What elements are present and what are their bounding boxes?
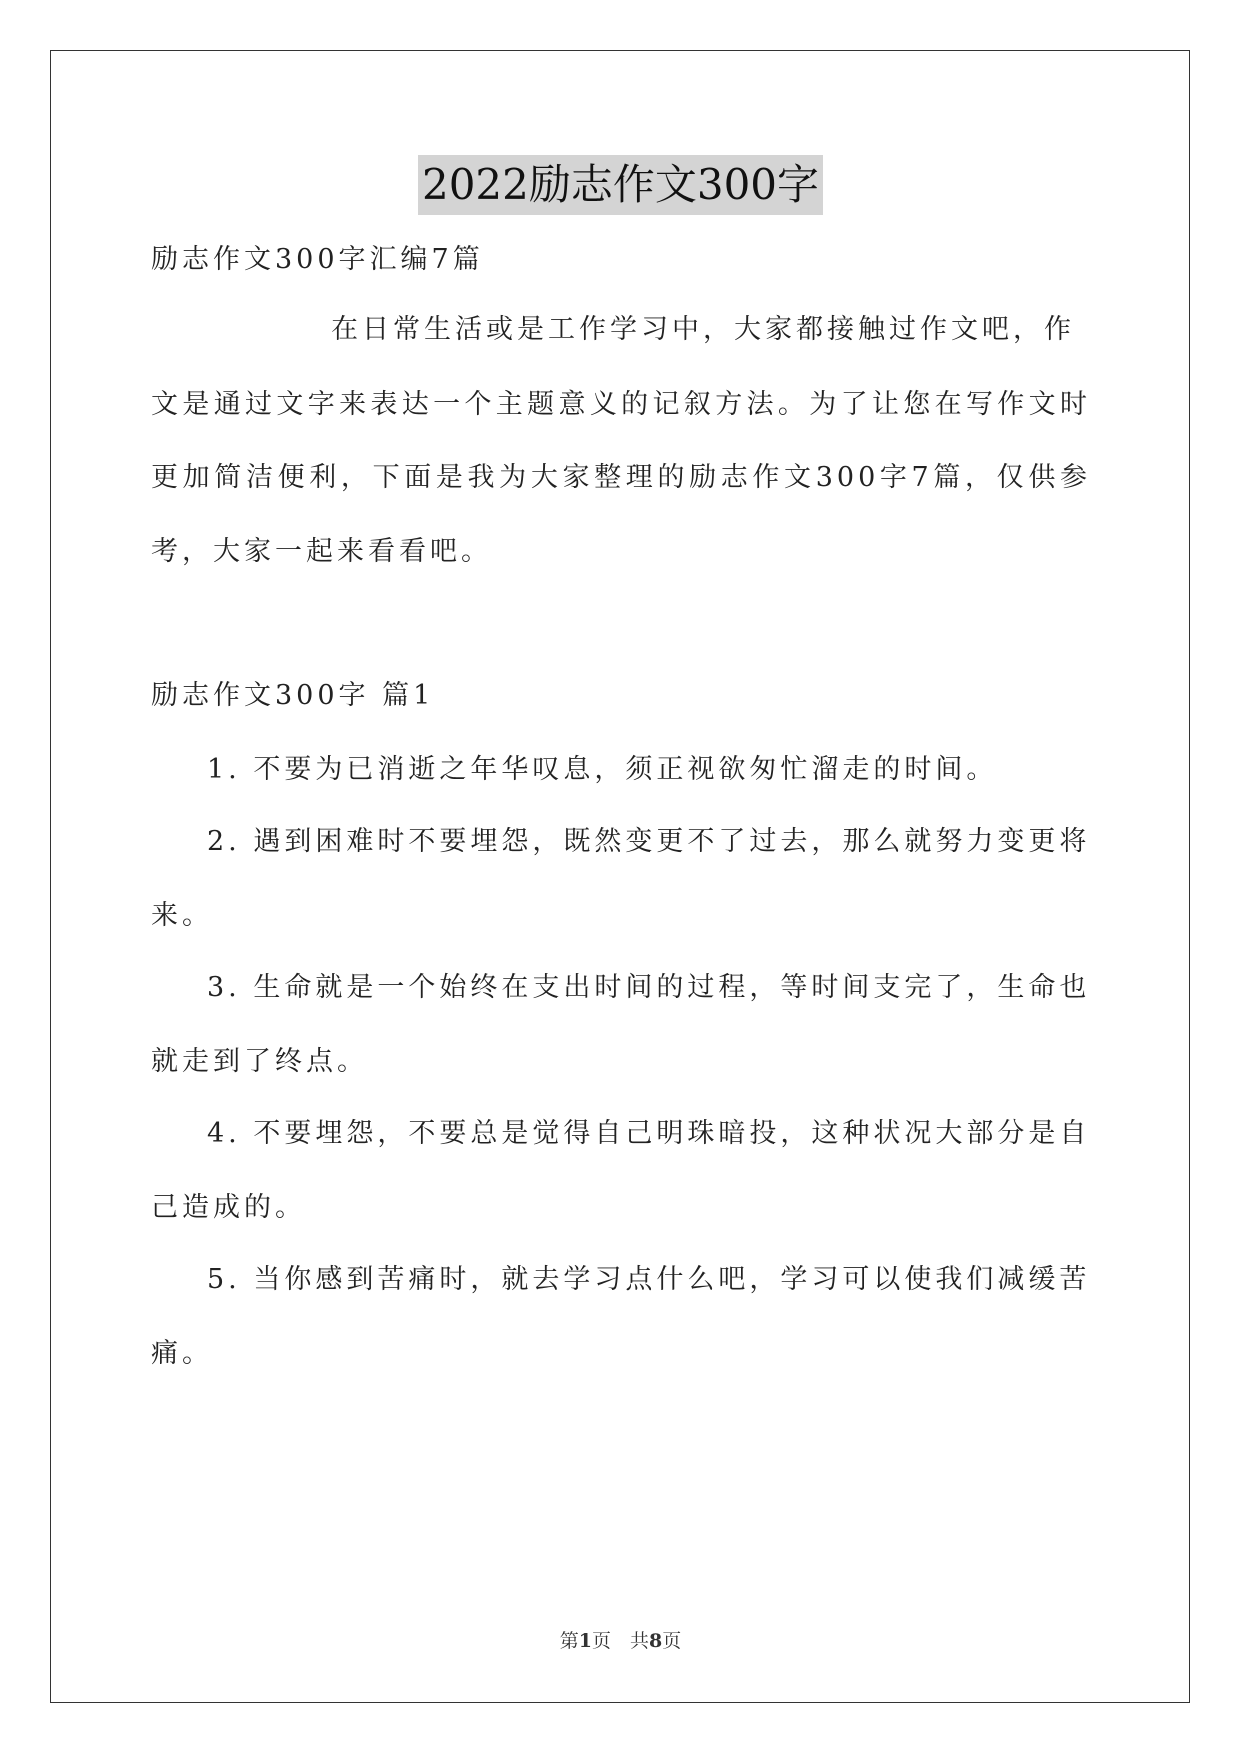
page-border [50, 50, 1190, 1703]
section-heading: 励志作文300字 篇1 [151, 680, 435, 711]
intro-line-4: 考，大家一起来看看吧。 [151, 536, 492, 567]
list-item-4-cont: 己造成的。 [151, 1192, 306, 1223]
intro-line-1: 在日常生活或是工作学习中，大家都接触过作文吧，作 [331, 314, 1075, 345]
title-wrap [0, 155, 1241, 215]
footer-page-number: 1 [578, 1630, 592, 1652]
list-item-5-cont: 痛。 [151, 1338, 213, 1369]
footer-prefix: 第 [559, 1630, 579, 1652]
subtitle: 励志作文300字汇编7篇 [151, 244, 484, 275]
intro-line-3: 更加简洁便利，下面是我为大家整理的励志作文300字7篇，仅供参 [151, 462, 1091, 493]
list-item-2-cont: 来。 [151, 900, 213, 931]
intro-line-2: 文是通过文字来表达一个主题意义的记叙方法。为了让您在写作文时 [151, 389, 1091, 420]
footer-suffix: 页 [662, 1630, 682, 1652]
list-item-5: 5. 当你感到苦痛时，就去学习点什么吧，学习可以使我们减缓苦 [207, 1264, 1091, 1295]
list-item-3: 3. 生命就是一个始终在支出时间的过程，等时间支完了，生命也 [207, 972, 1091, 1003]
document-title: 2022励志作文300字 [418, 155, 823, 215]
list-item-2: 2. 遇到困难时不要埋怨，既然变更不了过去，那么就努力变更将 [207, 826, 1091, 857]
footer-middle: 页 共 [591, 1630, 649, 1652]
list-item-1: 1. 不要为已消逝之年华叹息，须正视欲匆忙溜走的时间。 [207, 754, 998, 785]
list-item-3-cont: 就走到了终点。 [151, 1046, 368, 1077]
list-item-4: 4. 不要埋怨，不要总是觉得自己明珠暗投，这种状况大部分是自 [207, 1118, 1091, 1149]
footer-total-pages: 8 [649, 1630, 663, 1652]
page-footer [0, 1626, 1241, 1653]
